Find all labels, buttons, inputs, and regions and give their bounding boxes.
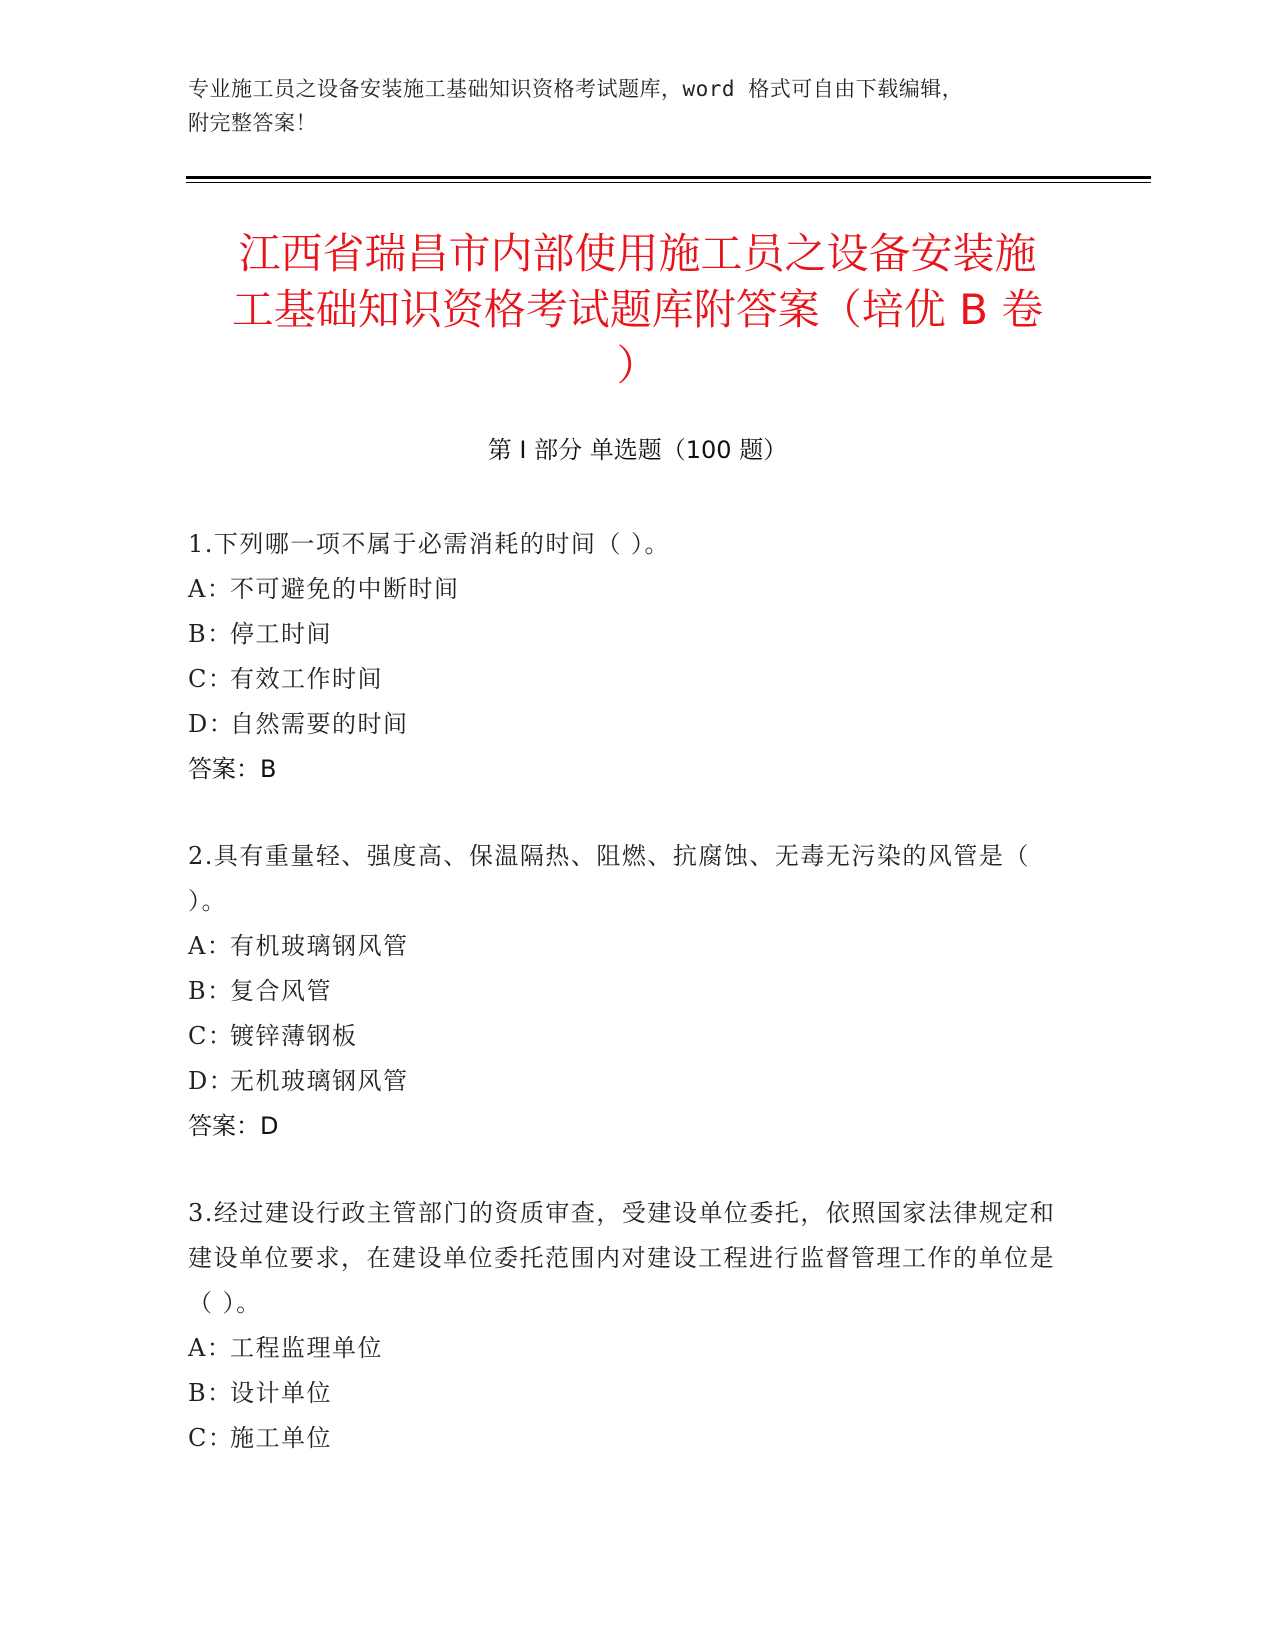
question-stem: 1.下列哪一项不属于必需消耗的时间（ ）。 <box>188 530 671 558</box>
header-divider-thick <box>186 176 1151 179</box>
option-key: C： <box>188 1022 234 1050</box>
option-text: 设计单位 <box>230 1379 332 1407</box>
option-key: A： <box>188 932 233 960</box>
option-c <box>188 657 1068 702</box>
header-note <box>188 72 1068 140</box>
option-text: 复合风管 <box>230 977 332 1005</box>
option-c <box>188 1014 1068 1059</box>
header-note-line-1: 专业施工员之设备安装施工基础知识资格考试题库，word 格式可自由下载编辑， <box>188 77 964 101</box>
option-a <box>188 567 1068 612</box>
option-text: 工程监理单位 <box>230 1334 383 1362</box>
option-b <box>188 1371 1068 1416</box>
answer-line: 答案：B <box>188 755 277 783</box>
header-divider-thin <box>186 182 1151 183</box>
question-stem: 3.经过建设行政主管部门的资质审查，受建设单位委托，依照国家法律规定和建设单位要求，在建设单位委托范围内对建设工程进行监督管理工作的单位是（ ）。 <box>188 1199 1056 1317</box>
option-key: A： <box>188 575 233 603</box>
document-title <box>190 226 1085 394</box>
option-d <box>188 1059 1068 1104</box>
option-key: B： <box>188 1379 233 1407</box>
question-3 <box>188 1191 1068 1461</box>
option-text: 停工时间 <box>230 620 332 648</box>
option-text: 有机玻璃钢风管 <box>230 932 409 960</box>
option-b <box>188 612 1068 657</box>
question-list <box>188 522 1068 1503</box>
document-title-line-2: 工基础知识资格考试题库附答案（培优 B 卷 <box>231 285 1044 334</box>
option-key: B： <box>188 977 233 1005</box>
option-c <box>188 1416 1068 1461</box>
question-1 <box>188 522 1068 792</box>
header-note-line-2: 附完整答案！ <box>188 111 317 135</box>
option-text: 自然需要的时间 <box>230 710 409 738</box>
option-text: 施工单位 <box>230 1424 332 1452</box>
option-text: 不可避免的中断时间 <box>230 575 460 603</box>
section-heading: 第 I 部分 单选题（100 题） <box>487 436 788 464</box>
option-d <box>188 702 1068 747</box>
answer-line: 答案：D <box>188 1112 279 1140</box>
option-key: A： <box>188 1334 233 1362</box>
question-2 <box>188 834 1068 1149</box>
option-text: 无机玻璃钢风管 <box>230 1067 409 1095</box>
option-key: C： <box>188 665 234 693</box>
document-title-line-1: 江西省瑞昌市内部使用施工员之设备安装施 <box>238 229 1037 278</box>
option-b <box>188 969 1068 1014</box>
option-key: D： <box>188 1067 235 1095</box>
option-key: D： <box>188 710 235 738</box>
option-text: 镀锌薄钢板 <box>230 1022 358 1050</box>
question-stem: 2.具有重量轻、强度高、保温隔热、阻燃、抗腐蚀、无毒无污染的风管是（ ）。 <box>188 842 1030 915</box>
document-title-line-3: ） <box>616 341 659 390</box>
option-text: 有效工作时间 <box>230 665 383 693</box>
option-a <box>188 924 1068 969</box>
option-key: B： <box>188 620 233 648</box>
option-a <box>188 1326 1068 1371</box>
option-key: C： <box>188 1424 234 1452</box>
